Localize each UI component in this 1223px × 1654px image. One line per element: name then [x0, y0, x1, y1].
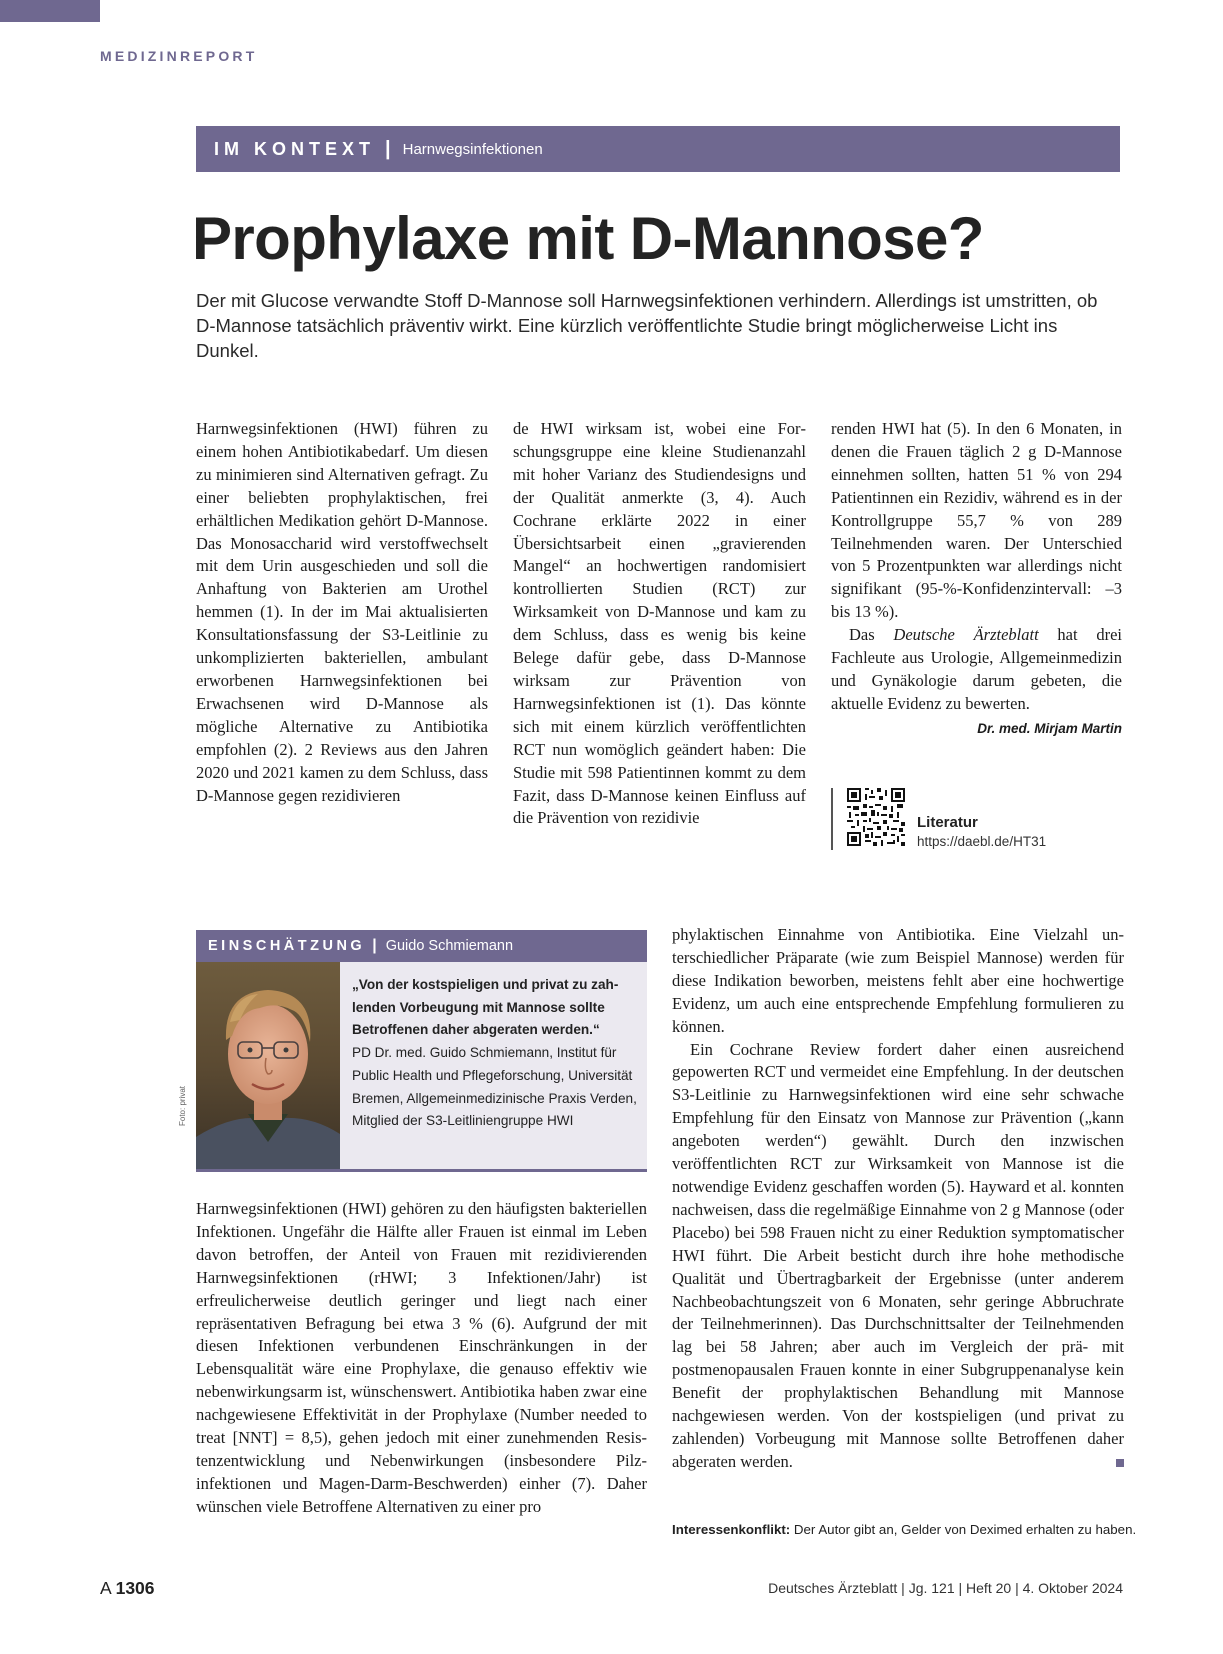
context-bar [196, 126, 1120, 172]
assessment-header [196, 930, 647, 962]
assessment-paragraph [672, 1039, 1124, 1474]
assessment-author-name: Guido Schmiemann [385, 938, 514, 954]
context-separator: | [385, 137, 391, 160]
literature-block [831, 788, 1111, 850]
article-title: Prophylaxe mit D-Mannose? [192, 205, 984, 272]
journal-footer: Deutsches Ärzteblatt | Jg. 121 | Heft 20 | 4. Oktober 2024 [768, 1580, 1123, 1596]
assessment-quote: „Von der kostspieligen und privat zu zahlenden Vorbeugung mit Mannose sollte Betroffenen daher abgeraten werden.“ [352, 977, 619, 1038]
author-portrait [196, 962, 340, 1169]
article-column-3 [831, 418, 1122, 741]
paragraph-text: Ein Cochrane Review fordert daher einen ausreichend gepowerten RCT und vermeidet eine Empfehlung. In der deutschen S3-Leitlinie zu Harnwegsinfektionen wird eine sehr schwache Empfehlung für den Einsatz von Mannose zur Prävention („kann angeboten werden“) gewählt. Durch den inzwischen veröffentlichten RCT zur Wirksamkeit von Mannose ist die notwendige Evidenz geschaffen worden (5). Hayward et al. konnten nachweisen, dass die regelmäßige Einnahme von 2 g Mannose (oder Placebo) bei 598 Frauen nicht zu einer Reduktion symptomatischer HWI führt. Die Arbeit besticht durch ihre hohe methodische Qualität und Übertragbarkeit der Ergebnisse (unter anderem Nachbeobachtungszeit von 6 Monaten, sehr geringe Abbruchrate der Teilnehmerinnen). Das Durchschnittsalter der Teilnehmenden lag bei 58 Jahren; aber auch im Vergleich der prä- mit postmenopausalen Frauen konnte in einer Subgruppenanalyse kein Benefit der prophylaktischen Behandlung mit Mannose nachgewiesen werden. Von der kostspieligen (und privat zu zahlenden) Vorbeugung mit Mannose sollte Betroffenen daher abgeraten werden. [672, 1039, 1124, 1471]
article-paragraph: Harnwegsinfektionen (HWI) führen zu einem hohen Antibiotikabedarf. Um diesen zu minimieren sind Alternativen gefragt. Zu einer beliebten prophylaktischen, frei erhältlichen Medikation gehört D-Mannose. Das Monosaccharid wird verstoffwechselt mit dem Urin ausgeschieden und soll die Anhaftung von Bakterien am Urothel hemmen (1). In der im Mai aktualisierten Konsultationsfassung der S3-Leitlinie zu unkomplizierten bakteriellen, ambulant erworbenen Harnwegsinfektionen bei Erwachsenen wird D-Mannose als mögliche Alternative zu Antibiotika empfohlen (2). 2 Reviews aus den Jahren 2020 und 2021 kamen zu dem Schluss, dass D-Mannose gegen rezidivieren [196, 419, 488, 805]
page-number-value: 1306 [115, 1578, 155, 1598]
assessment-separator: | [372, 937, 377, 954]
assessment-column-2 [672, 924, 1124, 1474]
page-prefix: A [100, 1578, 111, 1598]
context-label: IM KONTEXT [214, 138, 375, 159]
paragraph-text: Das [849, 625, 894, 645]
assessment-paragraph: Harnwegsinfektionen (HWI) gehören zu den häufigsten bakteriellen Infektionen. Ungefähr die Hälfte aller Frauen ist einmal im Leben davon betroffen, der Anteil von Frauen mit rezidivierenden Harnwegsinfektionen (rHWI; 3 Infektionen/Jahr) ist erfreulicherweise deutlich geringer und liegt nach einer repräsentativen Befragung bei etwa 3 % (6). Aufgrund der mit diesen Infektionen verbundenen Einschränkungen in der Lebensqualität wäre eine Prophylaxe, die genauso effektiv wie nebenwirkungsarm ist, wünschenswert. Antibiotika haben zwar eine nachgewiesene Effektivität in der Prophylaxe (Number needed to treat [NNT] = 8,5), gehen jedoch mit einer zunehmenden Resistenzentwicklung und Nebenwirkungen (insbesondere Pilzinfektionen und Magen-Darm-Beschwerden) einher (7). Daher wünschen viele Betroffene Alternativen zu einer pro [196, 1199, 647, 1516]
article-lead: Der mit Glucose verwandte Stoff D-Mannose soll Harnwegsinfektionen verhindern. Allerdings ist umstritten, ob D-Mannose tatsächlich präventiv wirkt. Eine kürzlich veröffentlichte Studie bringt möglicherweise Licht ins Dunkel. [196, 290, 1098, 361]
journal-name: Deutsche Ärzteblatt [893, 625, 1039, 645]
end-of-article-marker [1116, 1459, 1124, 1467]
article-paragraph [831, 624, 1122, 736]
conflict-text: Der Autor gibt an, Gelder von Deximed erhalten zu haben. [790, 1522, 1137, 1537]
assessment-box [196, 930, 647, 1172]
article-author: Dr. med. Mirjam Martin [977, 720, 1122, 736]
article-paragraph: renden HWI hat (5). In den 6 Monaten, in denen die Frauen täglich 2 g D-Mannose einnehmen sollten, hatten 51 % von 294 Patientinnen ein Rezidiv, während es in der Kontrollgruppe 55,7 % von 289 Teilnehmenden waren. Der Unterschied von 5 Prozentpunkten war allerdings nicht signifikant (95-%-Konfidenzintervall: –3 bis 13 %). [831, 419, 1122, 622]
article-paragraph: de HWI wirksam ist, wobei eine Forschungsgruppe eine kleine Studienanzahl mit hoher Varianz des Studiendesigns und der Qualität anmerkte (3, 4). Auch Cochrane erklärte 2022 in einer Übersichtsarbeit einen „gravierenden Mangel“ an hochwertigen randomisiert kontrollierten Studien (RCT) zur Wirksamkeit von D-Mannose und kam zu dem Schluss, dass es wenig bis keine Belege dafür gebe, dass D-Mannose wirksam zur Prävention von Harnwegsinfektionen ist (1). Das könnte sich mit einem kürzlich veröffentlichten RCT nun womöglich geändert haben: Die Studie mit 598 Patientinnen kommt zu dem Fazit, dass D-Mannose keinen Einfluss auf die Prävention von rezidivie [513, 419, 806, 828]
photo-credit: Foto: privat [178, 1085, 187, 1126]
conflict-label: Interessenkonflikt: [672, 1522, 791, 1537]
article-column-2 [513, 418, 806, 830]
section-label: MEDIZINREPORT [100, 48, 258, 64]
assessment-affiliation: PD Dr. med. Guido Schmiemann, Institut für Public Health und Pflegeforschung, Universität Bremen, Allgemeinmedizinische Praxis Verden, Mitglied der S3-Leitliniengruppe HWI [352, 1045, 637, 1129]
page-number [100, 1578, 155, 1599]
assessment-label: EINSCHÄTZUNG [208, 938, 366, 954]
assessment-column-1 [196, 1198, 647, 1519]
context-topic: Harnwegsinfektionen [402, 140, 543, 158]
assessment-quote-block [352, 974, 640, 1133]
literature-title: Literatur [917, 814, 978, 831]
literature-link[interactable]: https://daebl.de/HT31 [917, 834, 1047, 849]
article-column-1 [196, 418, 488, 807]
assessment-paragraph: phylaktischen Einnahme von Antibiotika. Eine Vielzahl unterschiedlicher Präparate (wie zum Beispiel Mannose) werden für diese Indikation beworben, meistens fehlt aber eine hochwertige Evidenz, um auch eine entsprechende Empfehlung formulieren zu können. [672, 925, 1124, 1036]
conflict-of-interest [672, 1522, 1136, 1537]
corner-accent-tab [0, 0, 100, 22]
qr-code-icon[interactable] [847, 788, 905, 846]
paragraph-text: hat drei Fachleute aus Urologie, Allgemeinmedizin und Gynäkologie darum gebeten, die aktuelle Evidenz zu bewerten. [831, 625, 1122, 713]
